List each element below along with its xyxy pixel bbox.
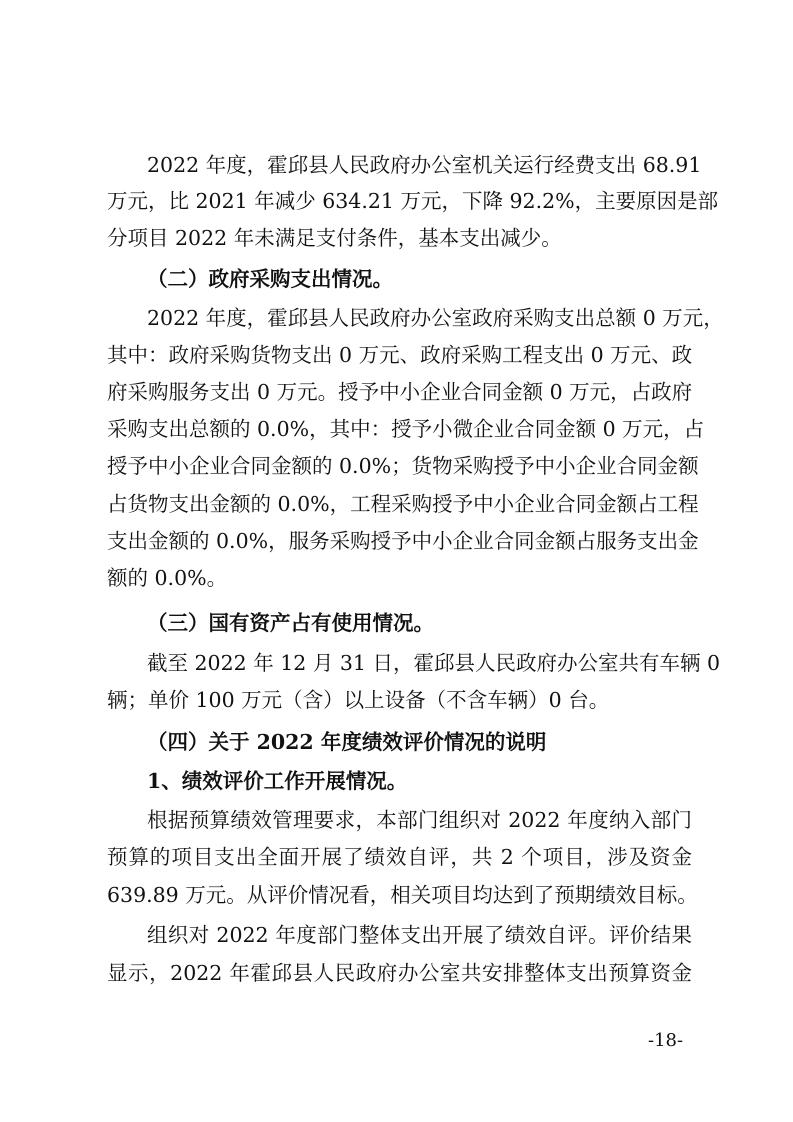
section-heading-performance-evaluation: （四）关于 2022 年度绩效评价情况的说明 xyxy=(147,730,547,754)
paragraph-line: 额的 0.0%。 xyxy=(107,566,228,590)
paragraph-line: 预算的项目支出全面开展了绩效自评，共 2 个项目，涉及资金 xyxy=(107,845,692,869)
paragraph-line: 府采购服务支出 0 万元。授予中小企业合同金额 0 万元，占政府 xyxy=(107,380,693,404)
paragraph-line: 辆；单价 100 万元（含）以上设备（不含车辆）0 台。 xyxy=(107,688,610,712)
paragraph-line: 分项目 2022 年未满足支付条件，基本支出减少。 xyxy=(107,226,562,250)
paragraph-line: 639.89 万元。从评价情况看，相关项目均达到了预期绩效目标。 xyxy=(107,883,698,907)
section-heading-government-procurement: （二）政府采购支出情况。 xyxy=(147,267,393,291)
paragraph-line: 占货物支出金额的 0.0%，工程采购授予中小企业合同金额占工程 xyxy=(107,492,699,516)
paragraph-line: 2022 年度，霍邱县人民政府办公室政府采购支出总额 0 万元， xyxy=(147,306,724,330)
paragraph-line: 支出金额的 0.0%，服务采购授予中小企业合同金额占服务支出金 xyxy=(107,529,699,553)
paragraph-line: 根据预算绩效管理要求，本部门组织对 2022 年度纳入部门 xyxy=(147,808,692,832)
section-heading-state-assets: （三）国有资产占有使用情况。 xyxy=(147,611,434,635)
paragraph-line: 授予中小企业合同金额的 0.0%；货物采购授予中小企业合同金额 xyxy=(107,454,699,478)
subsection-heading-evaluation-work: 1、绩效评价工作开展情况。 xyxy=(147,769,408,793)
paragraph-line: 截至 2022 年 12 月 31 日，霍邱县人民政府办公室共有车辆 0 xyxy=(147,651,720,675)
paragraph-line: 2022 年度，霍邱县人民政府办公室机关运行经费支出 68.91 xyxy=(147,153,702,177)
paragraph-line: 采购支出总额的 0.0%，其中：授予小微企业合同金额 0 万元，占 xyxy=(107,417,705,441)
paragraph-line: 组织对 2022 年度部门整体支出开展了绩效自评。评价结果 xyxy=(147,923,692,947)
paragraph-line: 万元，比 2021 年减少 634.21 万元，下降 92.2%，主要原因是部 xyxy=(107,189,719,213)
paragraph-line: 显示，2022 年霍邱县人民政府办公室共安排整体支出预算资金 xyxy=(107,961,692,985)
paragraph-line: 其中：政府采购货物支出 0 万元、政府采购工程支出 0 万元、政 xyxy=(107,343,693,367)
page-number: -18- xyxy=(648,1030,684,1051)
